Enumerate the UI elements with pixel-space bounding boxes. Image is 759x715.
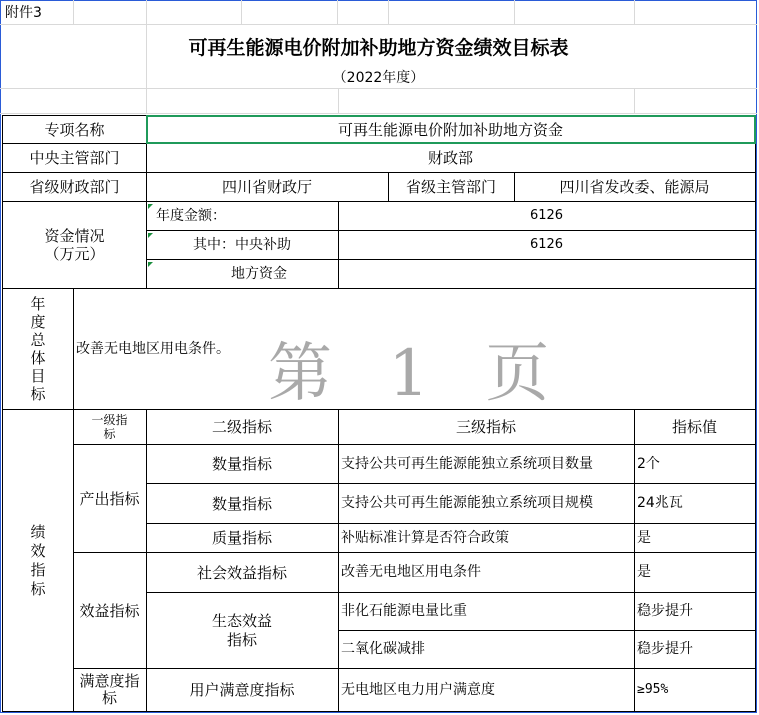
row-value[interactable]: 是 [634, 524, 756, 553]
year-subtitle: （2022年度） [332, 69, 425, 86]
funds-label-line1: 资金情况 [44, 227, 105, 245]
annual-amount-value[interactable]: 6126 [338, 202, 756, 231]
gridline [0, 24, 757, 25]
central-subsidy-value[interactable]: 6126 [338, 231, 756, 260]
project-label: 专项名称 [2, 115, 147, 144]
goal-label-char: 体 [30, 349, 46, 367]
attachment-label: 附件3 [5, 4, 42, 21]
cell-note-marker [148, 233, 153, 238]
row-level2[interactable]: 数量指标 [146, 445, 339, 484]
row-level2[interactable]: 用户满意度指标 [146, 669, 339, 712]
row-value[interactable]: 是 [634, 553, 756, 593]
goal-label-char: 目 [30, 367, 46, 385]
gridline [338, 88, 339, 113]
header-level1: 一级指标 [73, 410, 147, 445]
selected-cell-outline [146, 115, 756, 144]
central-dept-label: 中央主管部门 [2, 144, 147, 173]
row-value[interactable]: ≥95% [634, 669, 756, 712]
page-title: 可再生能源电价附加补助地方资金绩效目标表 [188, 36, 569, 59]
row-level2[interactable]: 生态效益指标 [146, 593, 339, 669]
indicator-label-char: 标 [30, 579, 46, 598]
annual-amount-label: 年度金额： [146, 202, 339, 231]
row-level3[interactable]: 改善无电地区用电条件 [338, 553, 635, 593]
group-satisfaction: 满意度指标 [73, 669, 147, 712]
central-dept-value[interactable]: 财政部 [146, 144, 756, 173]
row-value[interactable]: 稳步提升 [634, 593, 756, 631]
goal-label-char: 总 [30, 331, 46, 349]
funds-label-line2: （万元） [44, 245, 105, 263]
gridline [0, 113, 757, 114]
row-level2[interactable]: 社会效益指标 [146, 553, 339, 593]
row-level3[interactable]: 支持公共可再生能源能独立系统项目数量 [338, 445, 635, 484]
goal-label-char: 年 [30, 295, 46, 313]
goal-label-char: 标 [30, 385, 46, 403]
cell-note-marker [148, 204, 153, 209]
header-value: 指标值 [634, 410, 756, 445]
local-funds-value[interactable] [338, 260, 756, 289]
header-level2: 二级指标 [146, 410, 339, 445]
goal-label-char: 度 [30, 313, 46, 331]
group-output: 产出指标 [73, 445, 147, 553]
prov-finance-value[interactable]: 四川省财政厅 [146, 173, 389, 202]
row-value[interactable]: 稳步提升 [634, 631, 756, 669]
row-level3[interactable]: 非化石能源电量比重 [338, 593, 635, 631]
header-level3: 三级指标 [338, 410, 635, 445]
row-level3[interactable]: 补贴标准计算是否符合政策 [338, 524, 635, 553]
annual-goal-label [2, 289, 74, 410]
row-level3[interactable]: 无电地区电力用户满意度 [338, 669, 635, 712]
gridline [634, 88, 635, 113]
indicator-label-char: 指 [30, 560, 46, 579]
row-level2[interactable]: 数量指标 [146, 484, 339, 524]
gridline [388, 0, 389, 24]
performance-indicators-label [2, 410, 74, 712]
row-level3[interactable]: 二氧化碳减排 [338, 631, 635, 669]
local-funds-label: 地方资金 [146, 260, 339, 289]
prov-finance-label: 省级财政部门 [2, 173, 147, 202]
gridline [337, 0, 338, 24]
prov-dept-value[interactable]: 四川省发改委、能源局 [514, 173, 756, 202]
gridline [634, 0, 635, 24]
page-watermark: 第 1 页 [268, 337, 568, 411]
gridline [73, 0, 74, 24]
indicator-label-char: 绩 [30, 522, 46, 541]
group-benefit: 效益指标 [73, 553, 147, 669]
project-value-cell[interactable]: 可再生能源电价附加补助地方资金 [146, 115, 756, 144]
gridline [0, 88, 757, 89]
funds-label [2, 202, 147, 289]
row-value[interactable]: 24兆瓦 [634, 484, 756, 524]
annual-goal-text[interactable]: 改善无电地区用电条件。 [73, 289, 756, 410]
row-level2[interactable]: 质量指标 [146, 524, 339, 553]
gridline [241, 0, 242, 24]
central-subsidy-label: 其中：中央补助 [146, 231, 339, 260]
row-level3[interactable]: 支持公共可再生能源能独立系统项目规模 [338, 484, 635, 524]
indicator-label-char: 效 [30, 541, 46, 560]
prov-dept-label: 省级主管部门 [388, 173, 515, 202]
row-value[interactable]: 2个 [634, 445, 756, 484]
cell-note-marker [148, 262, 153, 267]
gridline [514, 0, 515, 24]
